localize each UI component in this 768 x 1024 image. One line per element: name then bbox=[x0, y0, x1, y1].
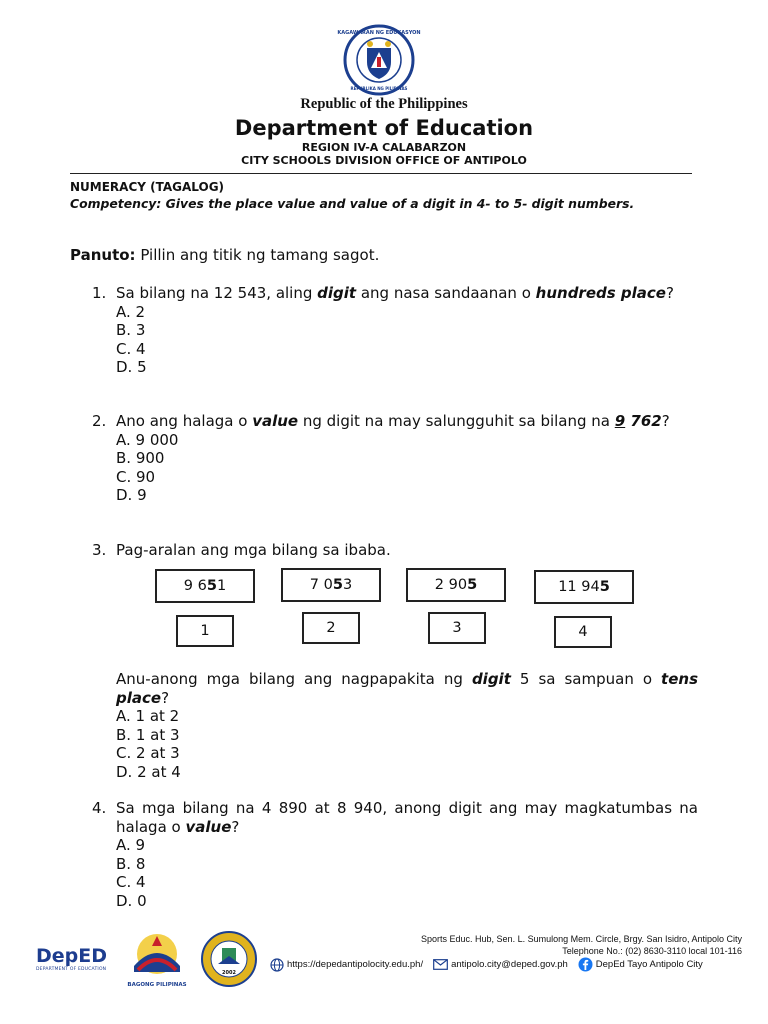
option-d[interactable]: D. 5 bbox=[116, 358, 147, 376]
option-b[interactable]: B. 8 bbox=[116, 854, 146, 873]
email-text: antipolo.city@deped.gov.ph bbox=[451, 959, 568, 970]
footer-links bbox=[270, 957, 713, 972]
stem-text: ? bbox=[661, 412, 670, 430]
question-number: 4. bbox=[92, 799, 107, 817]
stem-text: Sa bilang na 12 543, aling bbox=[116, 284, 318, 302]
mail-icon bbox=[433, 959, 448, 970]
republic-line: Republic of the Philippines bbox=[300, 96, 468, 112]
directions bbox=[70, 246, 379, 264]
bagong-pilipinas-text: BAGONG PILIPINAS bbox=[127, 982, 187, 988]
option-b[interactable]: B. 3 bbox=[116, 321, 146, 339]
option-c[interactable]: C. 2 at 3 bbox=[116, 744, 180, 762]
question-3-part-2 bbox=[92, 670, 698, 781]
number-box-2 bbox=[281, 568, 381, 602]
stem-emphasis: hundreds place bbox=[535, 284, 666, 302]
stem-text: ? bbox=[665, 284, 674, 302]
directions-text: Pillin ang titik ng tamang sagot. bbox=[135, 246, 380, 264]
facebook-icon bbox=[578, 957, 593, 972]
number-bold-digit: 5 bbox=[206, 578, 217, 594]
option-b[interactable]: B. 900 bbox=[116, 449, 165, 467]
question-number: 1. bbox=[92, 284, 107, 302]
stem-text: Sa mga bilang na 4 890 at 8 940, anong digit ang may magkatumbas na halaga o bbox=[116, 799, 698, 836]
stem-emphasis: digit bbox=[471, 670, 511, 688]
option-d[interactable]: D. 9 bbox=[116, 486, 147, 504]
question-number: 2. bbox=[92, 412, 107, 430]
division-line: CITY SCHOOLS DIVISION OFFICE OF ANTIPOLO bbox=[241, 154, 527, 167]
deped-logo-text: DepED bbox=[36, 945, 108, 967]
competency-text: Competency: Gives the place value and value of a digit in 4- to 5- digit numbers. bbox=[70, 196, 635, 211]
option-c[interactable]: C. 4 bbox=[116, 873, 146, 891]
option-c[interactable]: C. 90 bbox=[116, 467, 156, 486]
website-link[interactable] bbox=[270, 958, 423, 972]
department-title: Department of Education bbox=[234, 116, 534, 140]
question-stem bbox=[116, 284, 698, 303]
footer-address bbox=[421, 933, 742, 957]
number-box-1 bbox=[155, 569, 255, 603]
seal-text-bottom: REPUBLIKA NG PILIPINAS bbox=[350, 86, 408, 91]
telephone-line: Telephone No.: (02) 8630-3110 local 101-116 bbox=[562, 946, 742, 956]
stem-text: Ano ang halaga o bbox=[116, 412, 253, 430]
number-box-4 bbox=[534, 570, 634, 604]
option-a[interactable]: A. 9 000 bbox=[116, 430, 179, 449]
header-divider bbox=[70, 173, 692, 174]
question-stem bbox=[116, 670, 698, 707]
directions-label: Panuto: bbox=[70, 246, 136, 264]
deped-logo-subtext: DEPARTMENT OF EDUCATION bbox=[36, 967, 107, 972]
division-seal bbox=[200, 930, 258, 988]
number-part: 3 bbox=[342, 577, 353, 593]
question-4 bbox=[92, 799, 698, 910]
number-part: 2 90 bbox=[434, 577, 468, 593]
number-part: 1 bbox=[216, 578, 227, 594]
facebook-link[interactable] bbox=[578, 957, 703, 972]
stem-text: ang nasa sandaanan o bbox=[356, 284, 536, 302]
seal-text-top: KAGAWARAN NG EDUKASYON bbox=[337, 30, 421, 36]
deped-logo bbox=[36, 945, 116, 979]
label-box-2: 2 bbox=[302, 612, 360, 644]
bagong-pilipinas-logo bbox=[124, 930, 190, 988]
number-box-3 bbox=[406, 568, 506, 602]
question-number: 3. bbox=[92, 541, 107, 559]
option-a[interactable]: A. 9 bbox=[116, 836, 146, 854]
region-line: REGION IV-A CALABARZON bbox=[301, 141, 467, 154]
stem-emphasis: digit bbox=[317, 284, 357, 302]
stem-text: ? bbox=[231, 817, 240, 836]
subject-title: NUMERACY (TAGALOG) bbox=[70, 180, 225, 194]
option-a[interactable]: A. 2 bbox=[116, 302, 146, 321]
option-a[interactable]: A. 1 at 2 bbox=[116, 707, 180, 725]
label-box-4: 4 bbox=[554, 616, 612, 648]
question-stem: Pag-aralan ang mga bilang sa ibaba. bbox=[116, 541, 391, 559]
website-text: https://depedantipolocity.edu.ph/ bbox=[287, 959, 424, 970]
option-d[interactable]: D. 0 bbox=[116, 891, 147, 910]
stem-text: Anu-anong mga bilang ang nagpapakita ng bbox=[116, 670, 472, 688]
number-part: 11 94 bbox=[558, 579, 600, 595]
number-bold-digit: 5 bbox=[467, 577, 478, 593]
question-2 bbox=[92, 412, 698, 505]
stem-text: ng digit na may salungguhit sa bilang na bbox=[298, 412, 615, 430]
stem-emphasis: value bbox=[185, 817, 232, 836]
stem-emphasis: 762 bbox=[625, 412, 662, 430]
globe-icon bbox=[270, 958, 284, 972]
number-bold-digit: 5 bbox=[599, 579, 610, 595]
option-b[interactable]: B. 1 at 3 bbox=[116, 725, 180, 744]
number-bold-digit: 5 bbox=[332, 577, 343, 593]
stem-text: 5 sa sampuan o bbox=[510, 670, 662, 688]
seal-year: 2002 bbox=[222, 970, 236, 976]
label-box-3: 3 bbox=[428, 612, 486, 644]
question-3 bbox=[92, 541, 698, 560]
option-d[interactable]: D. 2 at 4 bbox=[116, 762, 181, 781]
letterhead bbox=[0, 96, 768, 167]
address-line: Sports Educ. Hub, Sen. L. Sumulong Mem. Circle, Brgy. San Isidro, Antipolo City bbox=[421, 934, 742, 944]
stem-text: ? bbox=[161, 688, 170, 707]
underlined-digit: 9 bbox=[614, 412, 626, 430]
email-link[interactable] bbox=[433, 959, 568, 970]
question-1 bbox=[92, 284, 698, 377]
stem-emphasis: value bbox=[252, 412, 299, 430]
deped-seal bbox=[337, 24, 421, 96]
question-stem bbox=[116, 412, 698, 431]
stem-emphasis: tens place bbox=[116, 670, 698, 707]
number-part: 9 6 bbox=[183, 578, 207, 594]
option-c[interactable]: C. 4 bbox=[116, 339, 146, 358]
number-part: 7 0 bbox=[309, 577, 333, 593]
question-stem bbox=[116, 799, 698, 836]
facebook-text: DepEd Tayo Antipolo City bbox=[595, 959, 703, 970]
label-box-1: 1 bbox=[176, 615, 234, 647]
